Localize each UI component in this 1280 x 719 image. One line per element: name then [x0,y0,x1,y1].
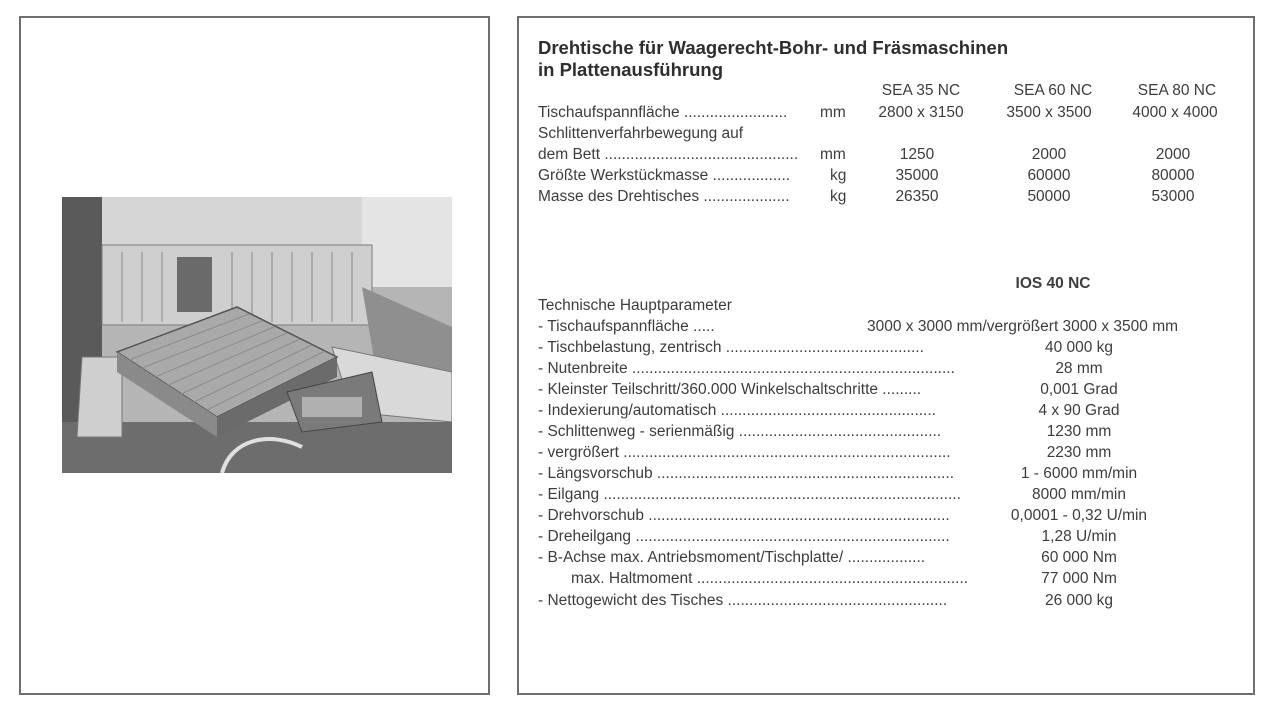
ios-row-label: - Dreheilgang ......................................................................... [538,528,950,545]
ios-row-label: - Nutenbreite ........................................................................... [538,360,955,377]
column-header-sea35: SEA 35 NC [881,82,961,99]
sea-row-value: 2000 [1155,146,1191,163]
sea-row-label-line1: Schlittenverfahrbewegung auf [538,125,744,142]
ios-row-label: - Drehvorschub ...................................................................... [538,507,950,524]
left-panel [19,16,490,695]
ios-row-value: 28 mm [1055,360,1103,377]
ios-row-label: - Indexierung/automatisch .................................................. [538,402,936,419]
ios-row-label: - Eilgang ................................................................................... [538,486,961,503]
sea-row-value: 53000 [1151,188,1195,205]
sea-row-value: 50000 [1027,188,1071,205]
heading-line-2: in Plattenausführung [538,59,723,80]
ios-row-value: 2230 mm [1046,444,1112,461]
ios-row-label: max. Haltmoment ............................................................... [571,570,969,587]
sea-row-label: Tischaufspannfläche ........................ [538,104,788,121]
ios-row-label: - Nettogewicht des Tisches ................................................... [538,592,948,609]
sea-row-value: 80000 [1151,167,1195,184]
ios-row-value: 0,0001 - 0,32 U/min [1010,507,1148,524]
sea-row-value: 60000 [1027,167,1071,184]
ios-row-value: 1,28 U/min [1041,528,1117,545]
heading-line-1: Drehtische für Waagerecht-Bohr- und Fräsmaschinen [538,37,1009,58]
ios-row-label: - Längsvorschub ..................................................................... [538,465,955,482]
ios-row-value: 40 000 kg [1044,339,1114,356]
ios-row-value: 60 000 Nm [1041,549,1117,566]
sea-row-unit: kg [830,188,847,205]
ios-row-value: 1 - 6000 mm/min [1020,465,1138,482]
ios-row-value: 4 x 90 Grad [1038,402,1120,419]
ios-row-label: - Kleinster Teilschritt/360.000 Winkelschaltschritte ......... [538,381,922,398]
sea-row-value: 1250 [899,146,935,163]
sea-row-unit: mm [820,104,846,121]
ios-row-value: 26 000 kg [1044,592,1114,609]
ios-row-label: - Tischbelastung, zentrisch .............................................. [538,339,924,356]
column-header-sea60: SEA 60 NC [1013,82,1093,99]
right-panel [517,16,1255,695]
ios-row-label: - vergrößert ............................................................................ [538,444,951,461]
rotary-table-photo [62,197,452,473]
ios-subtitle: Technische Hauptparameter [538,297,732,314]
sea-row-unit: kg [830,167,847,184]
ios-row-value: 8000 mm/min [1032,486,1126,503]
ios-row-value: 3000 x 3000 mm/vergrößert 3000 x 3500 mm [867,318,1179,335]
ios-row-value: 0,001 Grad [1040,381,1118,398]
ios-title: IOS 40 NC [1015,275,1091,292]
ios-row-label: - Schlittenweg - serienmäßig ............................................... [538,423,942,440]
ios-row-label: - B-Achse max. Antriebsmoment/Tischplatte/ .................. [538,549,926,566]
sea-row-value: 26350 [895,188,939,205]
ios-row-value: 1230 mm [1046,423,1112,440]
column-header-sea80: SEA 80 NC [1137,82,1217,99]
sea-row-value: 4000 x 4000 [1132,104,1218,121]
sea-row-value: 3500 x 3500 [1006,104,1092,121]
sea-row-label: Masse des Drehtisches .................... [538,188,790,205]
sea-row-value: 35000 [895,167,939,184]
sea-row-value: 2800 x 3150 [878,104,964,121]
sea-row-label: dem Bett ............................................. [538,146,799,163]
sea-row-unit: mm [820,146,846,163]
rotary-table-illustration [62,197,452,473]
sea-row-label: Größte Werkstückmasse .................. [538,167,791,184]
ios-row-value: 77 000 Nm [1041,570,1117,587]
ios-row-label: - Tischaufspannfläche ..... [538,318,715,335]
sea-row-value: 2000 [1031,146,1067,163]
